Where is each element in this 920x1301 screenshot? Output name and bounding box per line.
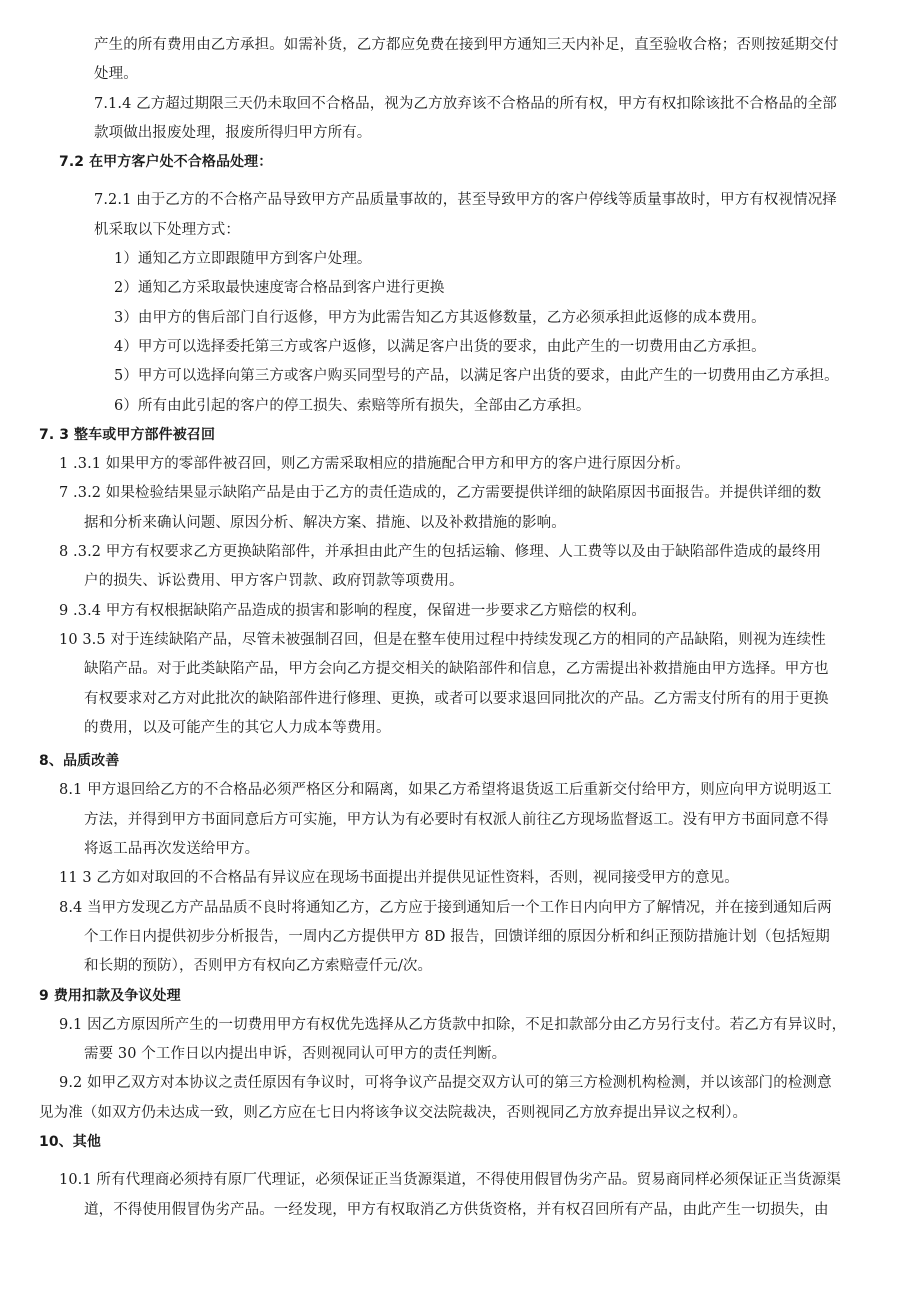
text-line: 将返工品再次发送给甲方。 — [84, 841, 260, 858]
text-line: 户的损失、诉讼费用、甲方客户罚款、政府罚款等项费用。 — [84, 573, 464, 590]
text-line: 道，不得使用假冒伪劣产品。一经发现，甲方有权取消乙方供货资格，并有权召回所有产品，由此产生一切损失，由 — [84, 1201, 829, 1218]
list-item: 3）由甲方的售后部门自行返修，甲方为此需告知乙方其返修数量，乙方必须承担此返修的成本费用。 — [114, 309, 766, 326]
text-line: 8.4 当甲方发现乙方产品品质不良时将通知乙方，乙方应于接到通知后一个工作日内向甲方了解情况，并在接到通知后两 — [59, 899, 832, 916]
list-item: 1）通知乙方立即跟随甲方到客户处理。 — [114, 251, 372, 268]
text-line: 11 3 乙方如对取回的不合格品有异议应在现场书面提出并提供见证性资料，否则，视同接受甲方的意见。 — [59, 870, 739, 887]
text-line: 和长期的预防），否则甲方有权向乙方索赔壹仟元/次。 — [84, 958, 433, 975]
text-line: 7.2.1 由于乙方的不合格产品导致甲方产品质量事故的，甚至导致甲方的客户停线等质量事故时，甲方有权视情况择 — [94, 192, 837, 209]
text-line: 8.1 甲方退回给乙方的不合格品必须严格区分和隔离，如果乙方希望将退货返工后重新交付给甲方，则应向甲方说明返工 — [59, 782, 832, 799]
text-line: 机采取以下处理方式： — [94, 221, 240, 238]
section-heading: 7. 3 整车或甲方部件被召回 — [39, 426, 216, 443]
list-item: 4）甲方可以选择委托第三方或客户返修，以满足客户出货的要求，由此产生的一切费用由乙方承担。 — [114, 338, 766, 355]
text-line: 1 .3.1 如果甲方的零部件被召回，则乙方需采取相应的措施配合甲方和甲方的客户进行原因分析。 — [59, 456, 690, 473]
text-line: 据和分析来确认问题、原因分析、解决方案、措施、以及补救措施的影响。 — [84, 514, 566, 531]
text-line: 9.1 因乙方原因所产生的一切费用甲方有权优先选择从乙方货款中扣除，不足扣款部分由乙方另行支付。若乙方有异议时， — [59, 1016, 847, 1033]
list-item: 5）甲方可以选择向第三方或客户购买同型号的产品，以满足客户出货的要求，由此产生的一切费用由乙方承担。 — [114, 368, 839, 385]
section-heading: 8、品质改善 — [39, 753, 120, 770]
section-heading: 10、其他 — [39, 1133, 101, 1150]
text-line: 方法，并得到甲方书面同意后方可实施，甲方认为有必要时有权派人前往乙方现场监督返工。没有甲方书面同意不得 — [84, 811, 829, 828]
list-item: 6）所有由此引起的客户的停工损失、索赔等所有损失，全部由乙方承担。 — [114, 397, 591, 414]
text-line: 10 3.5 对于连续缺陷产品，尽管未被强制召回，但是在整车使用过程中持续发现乙方的相同的产品缺陷，则视为连续性 — [59, 631, 826, 648]
text-line: 8 .3.2 甲方有权要求乙方更换缺陷部件，并承担由此产生的包括运输、修理、人工费等以及由于缺陷部件造成的最终用 — [59, 544, 822, 561]
list-item: 2）通知乙方采取最快速度寄合格品到客户进行更换 — [114, 280, 445, 297]
text-line: 7.1.4 乙方超过期限三天仍未取回不合格品，视为乙方放弃该不合格品的所有权，甲方有权扣除该批不合格品的全部 — [94, 95, 837, 112]
text-line: 的费用，以及可能产生的其它人力成本等费用。 — [84, 719, 391, 736]
text-line: 处理。 — [94, 66, 138, 83]
text-line: 缺陷产品。对于此类缺陷产品，甲方会向乙方提交相关的缺陷部件和信息，乙方需提出补救措施由甲方选择。甲方也 — [84, 661, 829, 678]
text-line: 7 .3.2 如果检验结果显示缺陷产品是由于乙方的责任造成的，乙方需要提供详细的缺陷原因书面报告。并提供详细的数 — [59, 485, 822, 502]
section-heading: 9 费用扣款及争议处理 — [39, 987, 181, 1004]
text-line: 需要 30 个工作日以内提出申诉，否则视同认可甲方的责任判断。 — [84, 1046, 507, 1063]
text-line: 9.2 如甲乙双方对本协议之责任原因有争议时，可将争议产品提交双方认可的第三方检测机构检测，并以该部门的检测意 — [59, 1075, 832, 1092]
text-line: 见为准（如双方仍未达成一致，则乙方应在七日内将该争议交法院裁决，否则视同乙方放弃提出异议之权利）。 — [39, 1104, 748, 1121]
text-line: 有权要求对乙方对此批次的缺陷部件进行修理、更换，或者可以要求退回同批次的产品。乙方需支付所有的用于更换 — [84, 690, 829, 707]
text-line: 产生的所有费用由乙方承担。如需补货，乙方都应免费在接到甲方通知三天内补足，直至验收合格；否则按延期交付 — [94, 37, 839, 53]
text-line: 9 .3.4 甲方有权根据缺陷产品造成的损害和影响的程度，保留进一步要求乙方赔偿的权利。 — [59, 602, 647, 619]
text-line: 款项做出报废处理，报废所得归甲方所有。 — [94, 124, 372, 141]
section-heading: 7.2 在甲方客户处不合格品处理： — [59, 154, 273, 171]
text-line: 个工作日内提供初步分析报告，一周内乙方提供甲方 8D 报告，回馈详细的原因分析和纠正预防措施计划（包括短期 — [84, 928, 830, 945]
text-line: 10.1 所有代理商必须持有原厂代理证，必须保证正当货源渠道，不得使用假冒伪劣产品。贸易商同样必须保证正当货源渠 — [59, 1172, 841, 1189]
